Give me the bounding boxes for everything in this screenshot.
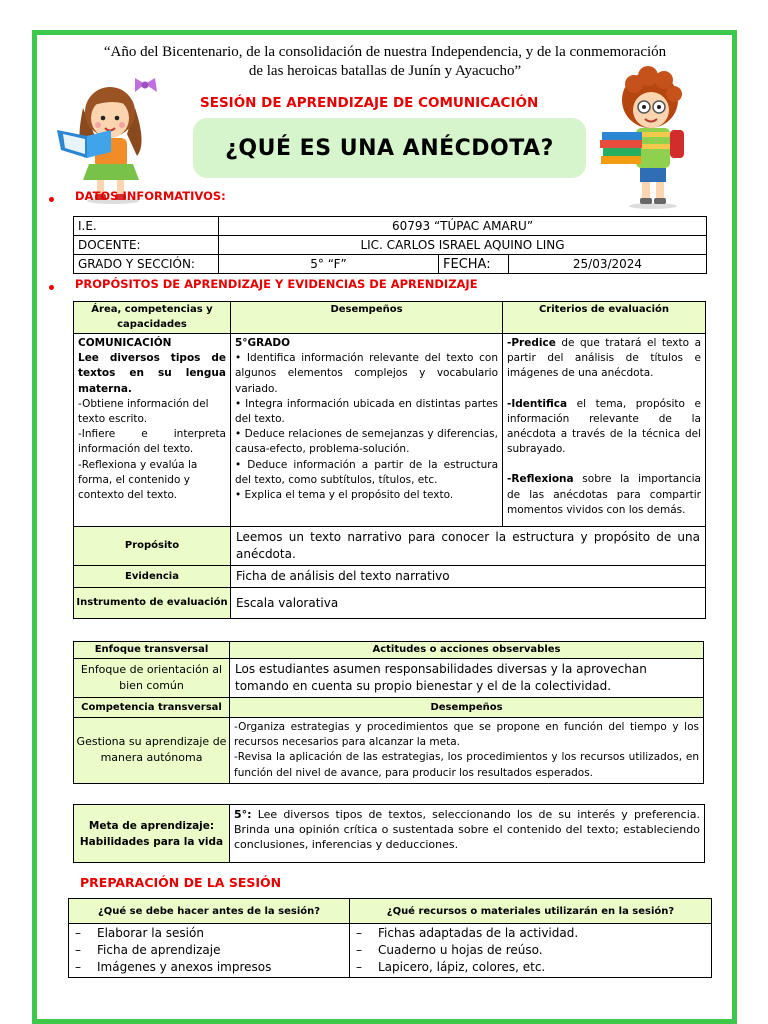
col-enfoque: Enfoque transversal — [74, 642, 230, 659]
docente-value: LIC. CARLOS ISRAEL AQUINO LING — [219, 236, 707, 255]
recursos-list — [350, 924, 712, 978]
comp-desempeno-1: -Organiza estrategias y procedimientos que se propone en función del tiempo y los recursos necesarios para alcanzar la meta. — [234, 721, 699, 749]
criterio-2 — [507, 397, 701, 458]
area-title: COMUNICACIÓN — [78, 337, 172, 349]
bullet-datos — [49, 197, 54, 202]
criterios-cell — [503, 334, 706, 527]
capacidad-2: -Infiere e interpreta información del texto. — [78, 428, 226, 456]
enfoque-value: Enfoque de orientación al bien común — [74, 659, 230, 698]
fecha-value: 25/03/2024 — [509, 255, 707, 274]
competencia: Lee diversos tipos de textos en su lengua materna. — [78, 352, 226, 395]
grado-value: 5° “F” — [219, 255, 439, 274]
criterio-2-verb: -Identifica — [507, 397, 568, 410]
meta-text-cell — [230, 805, 705, 863]
evidencia-value: Ficha de análisis del texto narrativo — [231, 566, 706, 588]
actitudes-value: Los estudiantes asumen responsabilidades diversas y la aprovechan tomando en cuenta su propio bienestar y el de la colectividad. — [230, 659, 704, 698]
motto-line-2: de las heroicas batallas de Junín y Ayacucho” — [248, 63, 522, 79]
recurso-item: – Lapicero, lápiz, colores, etc. — [356, 960, 546, 974]
criterio-1 — [507, 336, 701, 382]
criterio-1-verb: -Predice — [507, 337, 556, 349]
col-area: Área, competencias y capacidades — [74, 302, 231, 334]
desempeno-3: • Deduce relaciones de semejanzas y diferencias, causa-efecto, problema-solución. — [235, 428, 498, 456]
col-desempenos: Desempeños — [231, 302, 503, 334]
propositos-table — [73, 301, 706, 619]
antes-item: – Ficha de aprendizaje — [75, 943, 221, 957]
col-actitudes: Actitudes o acciones observables — [230, 642, 704, 659]
propositos-heading: PROPÓSITOS DE APRENDIZAJE Y EVIDENCIAS DE APRENDIZAJE — [75, 277, 478, 291]
preparacion-heading: PREPARACIÓN DE LA SESIÓN — [80, 875, 282, 890]
meta-table — [73, 804, 705, 863]
desempenos-label: Desempeños — [230, 698, 704, 718]
session-title: SESIÓN DE APRENDIZAJE DE COMUNICACIÓN — [200, 95, 539, 111]
ie-value: 60793 “TÚPAC AMARU” — [219, 217, 707, 236]
criterio-2-text: el tema, propósito e información relevante de la anécdota a través de la técnica del subrayado. — [507, 397, 701, 456]
meta-label: Meta de aprendizaje: Habilidades para la vida — [74, 805, 230, 863]
desempeno-5: • Explica el tema y el propósito del texto. — [235, 489, 454, 502]
instrumento-value: Escala valorativa — [231, 588, 706, 619]
datos-heading: DATOS INFORMATIVOS: — [75, 189, 226, 203]
boy-with-books-illustration — [598, 66, 698, 211]
meta-grade: 5°: — [234, 808, 252, 821]
fecha-label: FECHA: — [439, 255, 509, 274]
comp-desempeno-2: -Revisa la aplicación de las estrategias, los procedimientos y los recursos utilizados, en función del nivel de avance, para producir los resultados esperados. — [234, 751, 699, 779]
desempenos-cell — [231, 334, 503, 527]
comp-label: Competencia transversal — [74, 698, 230, 718]
main-title: ¿QUÉ ES UNA ANÉCDOTA? — [225, 135, 554, 161]
desempeno-2: • Integra información ubicada en distintas partes del texto. — [235, 397, 498, 426]
proposito-label: Propósito — [74, 527, 231, 566]
ie-label: I.E. — [74, 217, 219, 236]
capacidad-3: -Reflexiona y evalúa la forma, el contenido y contexto del texto. — [78, 458, 198, 502]
col-antes: ¿Qué se debe hacer antes de la sesión? — [69, 899, 350, 924]
instrumento-label: Instrumento de evaluación — [74, 588, 231, 619]
proposito-value: Leemos un texto narrativo para conocer la estructura y propósito de una anécdota. — [231, 527, 706, 566]
recurso-item: – Fichas adaptadas de la actividad. — [356, 926, 579, 940]
col-criterios: Criterios de evaluación — [503, 302, 706, 334]
col-recursos: ¿Qué recursos o materiales utilizarán en la sesión? — [350, 899, 712, 924]
criterio-3 — [507, 472, 701, 518]
comp-value: Gestiona su aprendizaje de manera autónoma — [74, 718, 230, 784]
girl-reading-illustration — [55, 76, 175, 206]
main-title-box — [193, 118, 586, 178]
antes-list — [69, 924, 350, 978]
antes-item: – Imágenes y anexos impresos — [75, 960, 272, 974]
desempeno-4: • Deduce información a partir de la estructura del texto, como subtítulos, títulos, etc. — [235, 458, 498, 486]
comp-desempenos — [230, 718, 704, 784]
enfoque-table — [73, 641, 704, 784]
motto-line-1: “Año del Bicentenario, de la consolidación de nuestra Independencia, y de la conmemoración — [103, 44, 667, 60]
bullet-propositos — [49, 285, 54, 290]
docente-label: DOCENTE: — [74, 236, 219, 255]
preparacion-table — [68, 898, 712, 978]
desempeno-1: • Identifica información relevante del texto con algunos elementos complejos y vocabulario variado. — [235, 352, 498, 395]
meta-text: Lee diversos tipos de textos, seleccionando los de su interés y preferencia. Brinda una opinión crítica o sustentada sobre el contenido del texto; estableciendo conclusiones, inferencias y deducciones. — [234, 808, 700, 852]
criterio-3-text: sobre la importancia de las anécdotas para compartir momentos vividos con los demás. — [507, 473, 701, 516]
area-cell — [74, 334, 231, 527]
grado-title: 5°GRADO — [235, 337, 291, 349]
antes-item: – Elaborar la sesión — [75, 926, 204, 940]
criterio-3-verb: -Reflexiona — [507, 473, 574, 486]
grado-label: GRADO Y SECCIÓN: — [74, 255, 219, 274]
criterio-1-text: de que tratará el texto a partir del análisis de títulos e imágenes de una anécdota. — [507, 337, 701, 380]
capacidad-1: -Obtiene información del texto escrito. — [78, 397, 209, 426]
datos-table — [73, 216, 707, 274]
recurso-item: – Cuaderno u hojas de reúso. — [356, 943, 543, 957]
evidencia-label: Evidencia — [74, 566, 231, 588]
